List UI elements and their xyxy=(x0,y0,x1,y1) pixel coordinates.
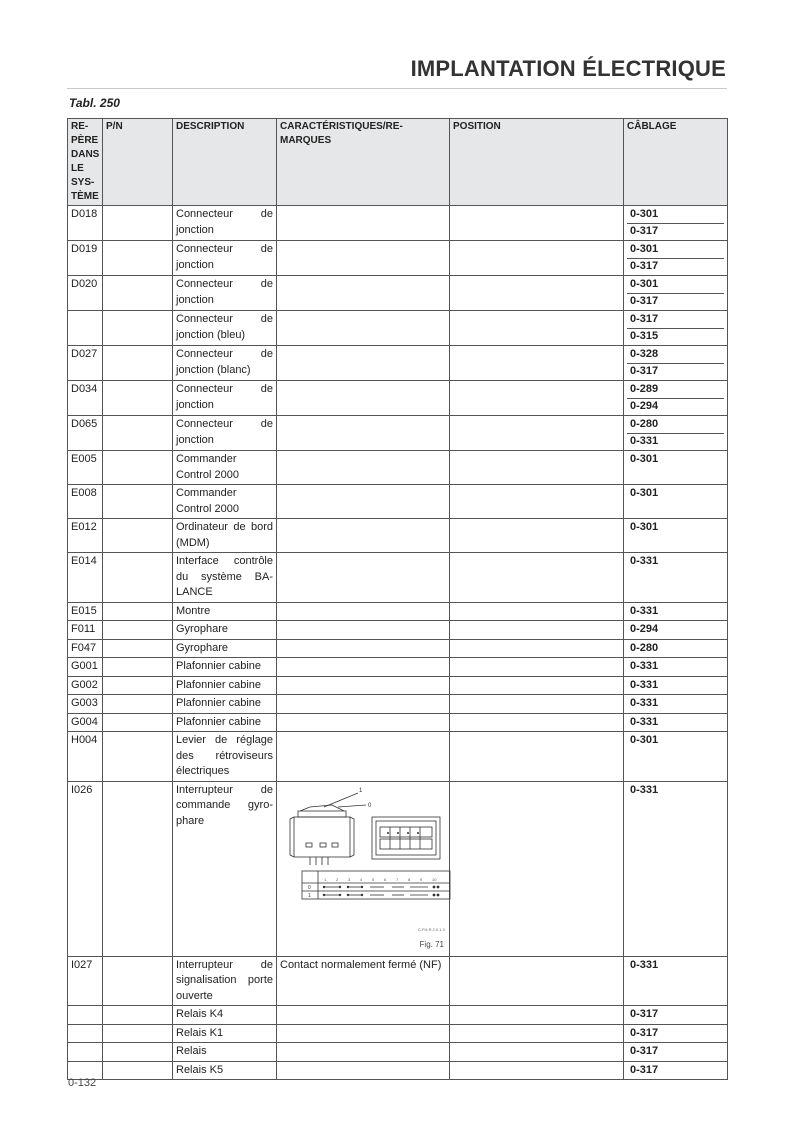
cell-caracteristiques xyxy=(277,485,450,519)
cell-pn xyxy=(103,621,173,640)
cell-repere: I026 xyxy=(68,781,103,956)
cell-description xyxy=(173,346,277,381)
cell-description xyxy=(173,206,277,241)
cell-pn xyxy=(103,1006,173,1025)
cell-caracteristiques xyxy=(277,381,450,416)
table-row xyxy=(68,695,728,714)
header-repere-line: LE xyxy=(71,163,84,174)
cell-pn xyxy=(103,416,173,451)
cell-repere: G002 xyxy=(68,676,103,695)
cell-cablage xyxy=(624,416,728,451)
figure-code: C.P.6.R.2.0.1.3 xyxy=(418,926,445,932)
cell-description xyxy=(173,381,277,416)
cell-position xyxy=(450,658,624,677)
cell-position xyxy=(450,695,624,714)
description-line: jonction xyxy=(176,223,214,236)
cell-pn xyxy=(103,519,173,553)
cell-repere xyxy=(68,311,103,346)
description-line: jonction (bleu) xyxy=(176,328,246,341)
cell-repere: F047 xyxy=(68,639,103,658)
cell-description xyxy=(173,1043,277,1062)
cell-caracteristiques xyxy=(277,451,450,485)
cell-pn xyxy=(103,1061,173,1080)
description-line: jonction xyxy=(176,293,214,306)
cablage-value: 0-301 xyxy=(630,487,659,499)
cell-description xyxy=(173,485,277,519)
cell-position xyxy=(450,553,624,603)
pin-number: 7 xyxy=(396,876,399,882)
cell-caracteristiques xyxy=(277,276,450,311)
table-row xyxy=(68,602,728,621)
description-line: Plafonnier cabine xyxy=(176,697,262,709)
table-row xyxy=(68,241,728,276)
cell-description xyxy=(173,639,277,658)
cell-position xyxy=(450,639,624,658)
cell-caracteristiques xyxy=(277,1061,450,1080)
cell-pn xyxy=(103,1043,173,1062)
cell-cablage xyxy=(624,695,728,714)
table-row xyxy=(68,276,728,311)
cablage-value: 0-317 xyxy=(627,293,724,310)
cell-caracteristiques: Contact normalement fermé (NF) xyxy=(277,956,450,1006)
cell-position xyxy=(450,1006,624,1025)
cell-repere: G004 xyxy=(68,713,103,732)
cell-pn xyxy=(103,956,173,1006)
cell-pn xyxy=(103,602,173,621)
table-caption: Tabl. 250 xyxy=(69,96,120,110)
cell-cablage xyxy=(624,602,728,621)
table-row xyxy=(68,346,728,381)
cell-pn xyxy=(103,695,173,714)
table-row xyxy=(68,956,728,1006)
cell-position xyxy=(450,276,624,311)
pin-number: 3 xyxy=(348,876,351,882)
cell-position xyxy=(450,416,624,451)
description-line: Plafonnier cabine xyxy=(176,715,262,728)
description-line: Montre xyxy=(176,604,211,617)
components-table xyxy=(67,118,728,1080)
cell-description xyxy=(173,658,277,677)
description-line: commande gyro- xyxy=(176,799,273,811)
cell-repere: G003 xyxy=(68,695,103,714)
cell-caracteristiques xyxy=(277,1024,450,1043)
table-header-row xyxy=(68,119,728,206)
description-line: Interface contrôle xyxy=(176,555,273,567)
cell-caracteristiques xyxy=(277,346,450,381)
cell-repere: D019 xyxy=(68,241,103,276)
header-repere-line: PÈRE xyxy=(71,135,99,146)
cablage-value: 0-317 xyxy=(627,363,724,380)
cablage-value: 0-280 xyxy=(630,641,659,654)
cell-repere: D034 xyxy=(68,381,103,416)
cell-pn xyxy=(103,381,173,416)
cell-pn xyxy=(103,553,173,603)
cell-position xyxy=(450,241,624,276)
header-car-line: CARACTÉRISTIQUES/RE- xyxy=(280,121,403,132)
pin-number: 5 xyxy=(372,876,375,882)
cablage-value: 0-289 xyxy=(630,383,659,395)
description-line: Connecteur de xyxy=(176,348,273,360)
cell-pn xyxy=(103,276,173,311)
description-line: LANCE xyxy=(176,586,213,598)
description-line: Relais K4 xyxy=(176,1008,224,1020)
description-line: Gyrophare xyxy=(176,641,228,654)
description-line: (MDM) xyxy=(176,536,210,549)
cablage-value: 0-301 xyxy=(630,243,659,255)
description-line: Connecteur de xyxy=(176,208,273,220)
description-line: phare xyxy=(176,814,205,827)
cell-caracteristiques xyxy=(277,658,450,677)
description-line: Relais xyxy=(176,1045,207,1057)
header-description: DESCRIPTION xyxy=(173,119,277,206)
cell-cablage xyxy=(624,381,728,416)
cell-pn xyxy=(103,206,173,241)
cell-caracteristiques xyxy=(277,519,450,553)
table-body xyxy=(68,206,728,1080)
table-row xyxy=(68,311,728,346)
description-line: Connecteur de xyxy=(176,313,273,325)
cell-description xyxy=(173,241,277,276)
pin-number: 10 xyxy=(432,876,437,882)
cablage-value: 0-301 xyxy=(630,278,659,290)
cablage-value: 0-301 xyxy=(630,208,659,220)
cell-cablage xyxy=(624,451,728,485)
description-line: du système BA- xyxy=(176,570,273,583)
cell-cablage xyxy=(624,658,728,677)
cell-repere: E005 xyxy=(68,451,103,485)
cell-cablage xyxy=(624,713,728,732)
table-row xyxy=(68,451,728,485)
cell-position xyxy=(450,206,624,241)
cell-description xyxy=(173,732,277,782)
cablage-value: 0-315 xyxy=(627,328,724,345)
cell-position xyxy=(450,485,624,519)
table-row xyxy=(68,519,728,553)
cell-position xyxy=(450,713,624,732)
rocker-switch-diagram xyxy=(280,783,453,943)
pin-number: 9 xyxy=(420,876,423,882)
cell-position xyxy=(450,519,624,553)
cell-repere: E012 xyxy=(68,519,103,553)
header-repere-line: TÈME xyxy=(71,191,99,202)
cell-pn xyxy=(103,241,173,276)
cell-cablage xyxy=(624,621,728,640)
title-divider xyxy=(67,88,727,89)
cablage-value: 0-331 xyxy=(630,660,659,672)
description-line: Control 2000 xyxy=(176,468,239,481)
header-repere-line: DANS xyxy=(71,149,100,160)
description-line: jonction xyxy=(176,258,214,271)
cell-repere: I027 xyxy=(68,956,103,1006)
header-pn: P/N xyxy=(103,119,173,206)
table-row xyxy=(68,658,728,677)
cell-pn xyxy=(103,346,173,381)
cell-position xyxy=(450,602,624,621)
header-repere-line: RE- xyxy=(71,121,89,132)
cell-position xyxy=(450,346,624,381)
cablage-value: 0-331 xyxy=(630,697,659,709)
cell-pn xyxy=(103,1024,173,1043)
cell-cablage xyxy=(624,1043,728,1062)
cell-repere: G001 xyxy=(68,658,103,677)
cell-caracteristiques xyxy=(277,713,450,732)
cablage-value: 0-317 xyxy=(630,1063,659,1076)
cell-caracteristiques xyxy=(277,676,450,695)
cell-description xyxy=(173,519,277,553)
cell-caracteristiques xyxy=(277,1006,450,1025)
cablage-value: 0-328 xyxy=(630,348,659,360)
cell-cablage xyxy=(624,206,728,241)
cell-caracteristiques xyxy=(277,416,450,451)
description-line: Interrupteur de xyxy=(176,958,273,971)
table-row xyxy=(68,1043,728,1062)
cell-caracteristiques xyxy=(277,241,450,276)
header-position: POSITION xyxy=(450,119,624,206)
cablage-value: 0-317 xyxy=(630,1008,659,1020)
table-row xyxy=(68,713,728,732)
header-car-line: MARQUES xyxy=(280,135,332,146)
cell-description xyxy=(173,553,277,603)
cell-description xyxy=(173,602,277,621)
cablage-value: 0-331 xyxy=(630,555,659,567)
table-row xyxy=(68,639,728,658)
description-line: ouverte xyxy=(176,989,213,1002)
table-row xyxy=(68,416,728,451)
description-line: Connecteur de xyxy=(176,418,273,430)
cell-caracteristiques xyxy=(277,695,450,714)
pin-number: 2 xyxy=(336,876,339,882)
table-row xyxy=(68,553,728,603)
cell-position xyxy=(450,451,624,485)
pin-number: 6 xyxy=(384,876,387,882)
description-line: jonction xyxy=(176,398,214,411)
cell-description xyxy=(173,621,277,640)
cell-position xyxy=(450,381,624,416)
cell-repere: E008 xyxy=(68,485,103,519)
cell-repere: H004 xyxy=(68,732,103,782)
cell-repere: F011 xyxy=(68,621,103,640)
state-label: 1 xyxy=(308,892,311,899)
cell-caracteristiques xyxy=(277,732,450,782)
cell-cablage xyxy=(624,241,728,276)
cell-pn xyxy=(103,485,173,519)
cell-repere xyxy=(68,1043,103,1062)
cell-cablage xyxy=(624,519,728,553)
cablage-value: 0-331 xyxy=(630,783,659,796)
cell-caracteristiques xyxy=(277,206,450,241)
pin-number: 8 xyxy=(408,876,411,882)
table-row xyxy=(68,1061,728,1080)
table-row xyxy=(68,381,728,416)
cablage-value: 0-317 xyxy=(627,258,724,275)
cell-cablage xyxy=(624,1024,728,1043)
description-line: jonction (blanc) xyxy=(176,363,251,376)
cablage-value: 0-294 xyxy=(627,398,724,415)
table-row xyxy=(68,676,728,695)
cell-pn xyxy=(103,639,173,658)
table-row xyxy=(68,732,728,782)
cell-repere: D018 xyxy=(68,206,103,241)
header-caracteristiques xyxy=(277,119,450,206)
cell-position xyxy=(450,311,624,346)
description-line: Connecteur de xyxy=(176,243,273,255)
header-cablage: CÂBLAGE xyxy=(624,119,728,206)
cell-cablage xyxy=(624,781,728,956)
cell-cablage xyxy=(624,311,728,346)
cell-cablage xyxy=(624,1006,728,1025)
cablage-value: 0-331 xyxy=(630,715,659,728)
description-line: Control 2000 xyxy=(176,502,239,515)
cell-description xyxy=(173,451,277,485)
cell-position xyxy=(450,621,624,640)
table-row xyxy=(68,1006,728,1025)
cell-description xyxy=(173,311,277,346)
table-row xyxy=(68,485,728,519)
description-line: Commander xyxy=(176,487,237,499)
cell-description xyxy=(173,416,277,451)
cablage-value: 0-331 xyxy=(630,604,659,617)
description-line: Interrupteur de xyxy=(176,783,273,796)
cell-caracteristiques xyxy=(277,311,450,346)
table-row xyxy=(68,206,728,241)
description-line: électriques xyxy=(176,765,230,777)
cablage-value: 0-280 xyxy=(630,418,659,430)
description-line: Gyrophare xyxy=(176,623,228,635)
cablage-value: 0-301 xyxy=(630,453,659,465)
cell-cablage xyxy=(624,485,728,519)
callout-1: 1 xyxy=(359,787,363,794)
cell-description xyxy=(173,713,277,732)
cell-description xyxy=(173,695,277,714)
cell-description xyxy=(173,1006,277,1025)
cell-pn xyxy=(103,713,173,732)
cell-caracteristiques xyxy=(277,553,450,603)
cell-position xyxy=(450,1043,624,1062)
cell-position xyxy=(450,1061,624,1080)
cell-caracteristiques xyxy=(277,621,450,640)
cell-description xyxy=(173,676,277,695)
cell-cablage xyxy=(624,553,728,603)
header-repere xyxy=(68,119,103,206)
cell-description xyxy=(173,1061,277,1080)
table-row xyxy=(68,1024,728,1043)
cell-description xyxy=(173,956,277,1006)
cablage-value: 0-301 xyxy=(630,734,659,746)
cell-caracteristiques xyxy=(277,781,450,956)
cell-cablage xyxy=(624,732,728,782)
cell-repere xyxy=(68,1024,103,1043)
description-line: Connecteur de xyxy=(176,383,273,395)
cablage-value: 0-317 xyxy=(630,1026,659,1039)
cell-pn xyxy=(103,451,173,485)
cablage-value: 0-317 xyxy=(630,1045,659,1057)
table-row xyxy=(68,781,728,956)
description-line: Connecteur de xyxy=(176,278,273,290)
cablage-value: 0-301 xyxy=(630,521,659,533)
page-number: 0-132 xyxy=(68,1077,97,1089)
cell-description xyxy=(173,781,277,956)
cablage-value: 0-317 xyxy=(630,313,659,325)
cell-cablage xyxy=(624,1061,728,1080)
description-line: Plafonnier cabine xyxy=(176,660,262,672)
cell-pn xyxy=(103,732,173,782)
callout-0: 0 xyxy=(368,802,372,809)
header-repere-line: SYS- xyxy=(71,177,95,188)
cell-repere xyxy=(68,1006,103,1025)
switch-figure xyxy=(280,783,446,955)
description-line: Commander xyxy=(176,453,237,465)
cell-description xyxy=(173,1024,277,1043)
cell-position xyxy=(450,781,624,956)
pin-number: 4 xyxy=(360,876,363,882)
cell-position xyxy=(450,1024,624,1043)
figure-caption: Fig. 71 xyxy=(419,940,444,949)
description-line: des rétroviseurs xyxy=(176,749,273,762)
cell-pn xyxy=(103,676,173,695)
description-line: Relais K5 xyxy=(176,1063,224,1076)
cell-position xyxy=(450,732,624,782)
cell-repere: E015 xyxy=(68,602,103,621)
cablage-value: 0-331 xyxy=(630,678,659,691)
cell-pn xyxy=(103,658,173,677)
state-label: 0 xyxy=(308,884,311,891)
page-title: IMPLANTATION ÉLECTRIQUE xyxy=(410,56,726,81)
cell-cablage xyxy=(624,276,728,311)
table-row xyxy=(68,621,728,640)
cell-repere: D065 xyxy=(68,416,103,451)
cell-caracteristiques xyxy=(277,602,450,621)
cell-pn xyxy=(103,311,173,346)
cell-position xyxy=(450,956,624,1006)
cablage-value: 0-331 xyxy=(627,433,724,450)
cell-cablage xyxy=(624,346,728,381)
description-line: Plafonnier cabine xyxy=(176,678,262,691)
cell-cablage xyxy=(624,676,728,695)
cablage-value: 0-331 xyxy=(630,958,659,971)
cell-repere: E014 xyxy=(68,553,103,603)
description-line: Levier de réglage xyxy=(176,734,273,746)
cablage-value: 0-294 xyxy=(630,623,659,635)
cell-pn xyxy=(103,781,173,956)
cell-repere: D020 xyxy=(68,276,103,311)
cell-description xyxy=(173,276,277,311)
description-line: signalisation porte xyxy=(176,974,273,986)
description-line: jonction xyxy=(176,433,214,446)
cell-caracteristiques xyxy=(277,1043,450,1062)
cell-cablage xyxy=(624,639,728,658)
pin-number: 1 xyxy=(324,876,327,882)
cell-repere: D027 xyxy=(68,346,103,381)
cell-caracteristiques xyxy=(277,639,450,658)
cell-cablage xyxy=(624,956,728,1006)
description-line: Relais K1 xyxy=(176,1026,224,1039)
description-line: Ordinateur de bord xyxy=(176,521,273,533)
cell-position xyxy=(450,676,624,695)
cablage-value: 0-317 xyxy=(627,223,724,240)
